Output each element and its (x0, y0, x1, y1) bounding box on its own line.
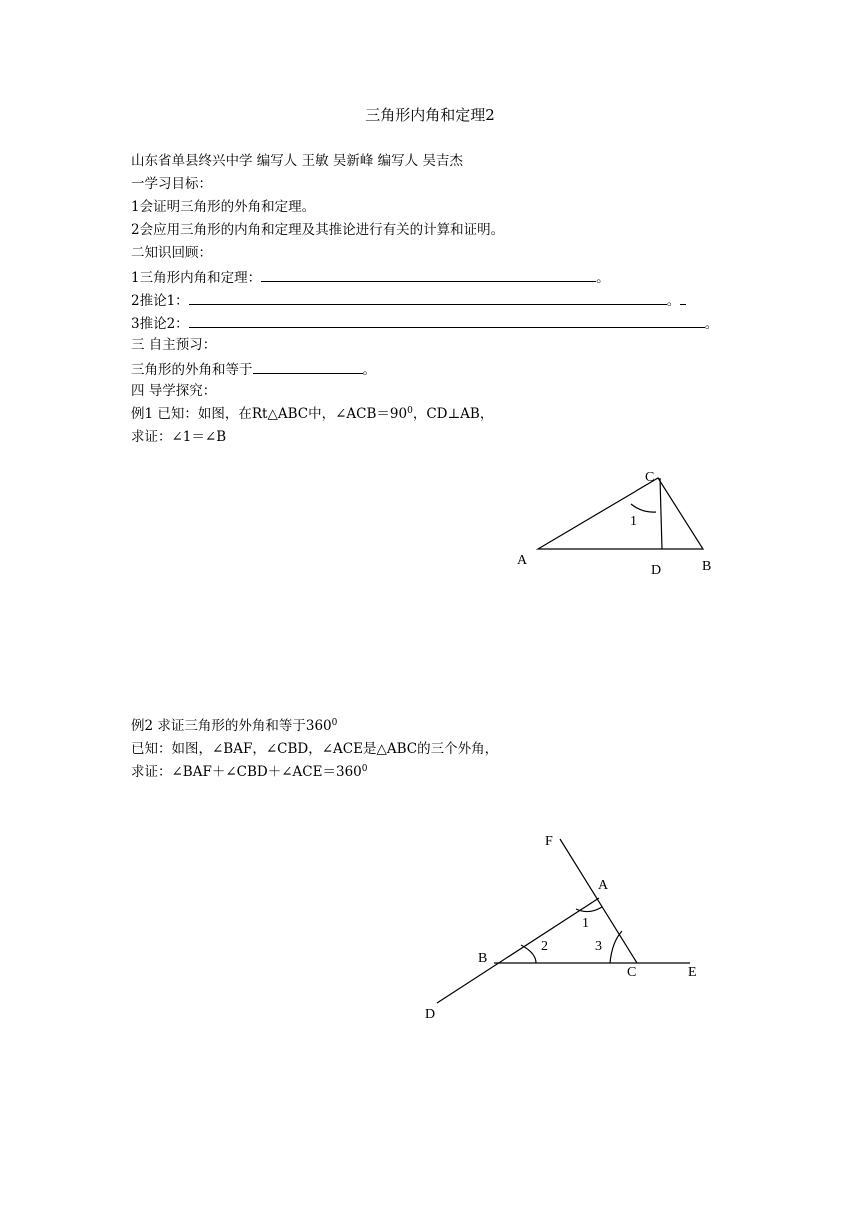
review-item-1-label: 1三角形内角和定理： (131, 270, 262, 286)
figure2-label-f: F (545, 834, 553, 849)
section1-heading: 一学习目标： (131, 176, 212, 192)
example2-prove-text: 求证：∠BAF＋∠CBD＋∠ACE＝360 (131, 764, 362, 780)
goal-item-1: 1会证明三角形的外角和定理。 (131, 199, 316, 215)
angle1-arc (576, 907, 602, 912)
example1-given-suffix: ，CD⊥AB， (412, 406, 494, 422)
figure1-label-d: D (651, 563, 662, 578)
review-item-2-end: 。 (666, 293, 681, 309)
figure1-label-a: A (517, 553, 528, 568)
figure2-label-angle1: 1 (582, 916, 589, 931)
figure2-label-e: E (688, 965, 697, 980)
review-item-1-end: 。 (596, 270, 610, 286)
degree-sup: 0 (331, 718, 338, 728)
page-title: 三角形内角和定理2 (365, 106, 495, 124)
example2-given: 已知：如图，∠BAF，∠CBD，∠ACE是△ABC的三个外角， (131, 741, 499, 757)
review-item-3-end: 。 (704, 316, 719, 332)
example1-given-text: 例1 已知：如图，在Rt△ABC中，∠ACB＝90 (131, 406, 408, 422)
line-da (437, 898, 599, 1003)
goal-item-2: 2会应用三角形的内角和定理及其推论进行有关的计算和证明。 (131, 222, 505, 238)
section4-heading: 四 导学探究： (131, 383, 217, 399)
example2-title-text: 例2 求证三角形的外角和等于360 (131, 718, 332, 734)
review-item-3-label: 3推论2： (131, 316, 189, 332)
figure1-label-angle1: 1 (630, 514, 637, 529)
figure2-label-d: D (425, 1007, 436, 1022)
figure1-label-b: B (702, 559, 712, 574)
section3-heading: 三 自主预习： (131, 337, 217, 353)
figure2-label-b: B (478, 951, 488, 966)
example1-prove: 求证：∠1＝∠B (131, 429, 227, 445)
preview-end: 。 (362, 362, 376, 378)
figure2-label-angle2: 2 (541, 939, 548, 954)
degree-sup: 0 (361, 764, 368, 774)
figure1-label-c: C (645, 470, 655, 485)
degree-sup: 0 (407, 406, 413, 416)
review-item-2-label: 2推论1： (131, 293, 189, 309)
figure2-label-c: C (627, 965, 637, 980)
section2-heading: 二知识回顾： (131, 245, 212, 261)
figure2-label-a: A (598, 878, 609, 893)
preview-text: 三角形的外角和等于 (131, 362, 253, 378)
author-line: 山东省单县终兴中学 编写人 王敏 吴新峰 编写人 吴吉杰 (131, 153, 463, 169)
figure2-label-angle3: 3 (595, 939, 602, 954)
